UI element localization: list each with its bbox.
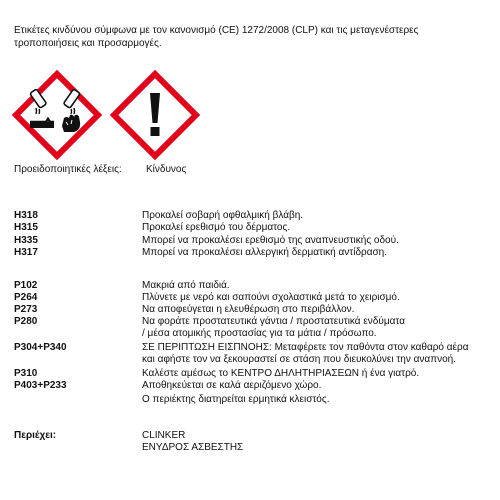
precaution-text: Μακριά από παιδιά. (142, 280, 230, 291)
contains-item: ΕΝΥΔΡΟΣ ΑΣΒΕΣΤΗΣ (142, 442, 244, 453)
signal-word: Κίνδυνος (146, 164, 187, 175)
hazard-text: Μπορεί να προκαλέσει αλλεργική δερματική αντίδραση. (142, 247, 388, 258)
corrosion-pictogram-icon (12, 70, 102, 160)
hazard-text: Μπορεί να προκαλέσει ερεθισμό της αναπνευστικής οδού. (142, 235, 399, 246)
contains-item: CLINKER (142, 430, 186, 441)
contains-list (142, 430, 243, 454)
precaution-text: Αποθηκεύεται σε καλά αεριζόμενο χώρο. (142, 380, 322, 391)
hazard-code: H315 (14, 222, 38, 233)
intro-text: Ετικέτες κινδύνου σύμφωνα με τον κανονισμό (CE) 1272/2008 (CLP) και τις μεταγενέστερες τροποποιήσεις και προσαρμογές. (14, 25, 419, 49)
precaution-code: P403+P233 (14, 380, 67, 391)
precaution-code: P280 (14, 316, 38, 327)
precaution-text: Να φοράτε προστατευτικά γάντια / προστατευτικά ενδύματα (142, 316, 405, 327)
precaution-text: Πλύνετε με νερό και σαπούνι σχολαστικά μετά το χειρισμό. (142, 292, 400, 303)
precaution-text: Καλέστε αμέσως το ΚΕΝΤΡΟ ΔΗΛΗΤΗΡΙΑΣΕΩΝ ή ένα γιατρό. (142, 368, 420, 379)
precaution-code: P102 (14, 280, 38, 291)
hazard-text: Προκαλεί σοβαρή οφθαλμική βλάβη. (142, 210, 304, 221)
contains-label: Περιέχει: (14, 430, 57, 441)
pictogram-row (12, 70, 212, 160)
precaution-text-continued: Ο περιέκτης διατηρείται ερμητικά κλειστός. (142, 394, 330, 405)
hazard-code: H317 (14, 247, 38, 258)
precaution-code: P310 (14, 368, 38, 379)
hazard-text: Προκαλεί ερεθισμό του δέρματος. (142, 222, 291, 233)
exclamation-pictogram-icon (110, 70, 200, 160)
hazard-code: H318 (14, 210, 38, 221)
precaution-text-continued: και αφήστε τον να ξεκουραστεί σε στάση που διευκολύνει την αναπνοή. (142, 354, 456, 365)
hazard-code: H335 (14, 235, 38, 246)
precaution-text-continued: / μέσα ατομικής προστασίας για τα μάτια / πρόσωπο. (142, 328, 377, 339)
precaution-code: P273 (14, 304, 38, 315)
precaution-code: P264 (14, 292, 38, 303)
precaution-code: P304+P340 (14, 342, 67, 353)
precaution-text: ΣΕ ΠΕΡΙΠΤΩΣΗ ΕΙΣΠΝΟΗΣ: Μεταφέρετε τον παθόντα στον καθαρό αέρα (142, 342, 469, 353)
precaution-text: Να αποφεύγεται η ελευθέρωση στο περιβάλλον. (142, 304, 355, 315)
signal-word-label: Προειδοποιητικές λέξεις: (14, 164, 122, 175)
